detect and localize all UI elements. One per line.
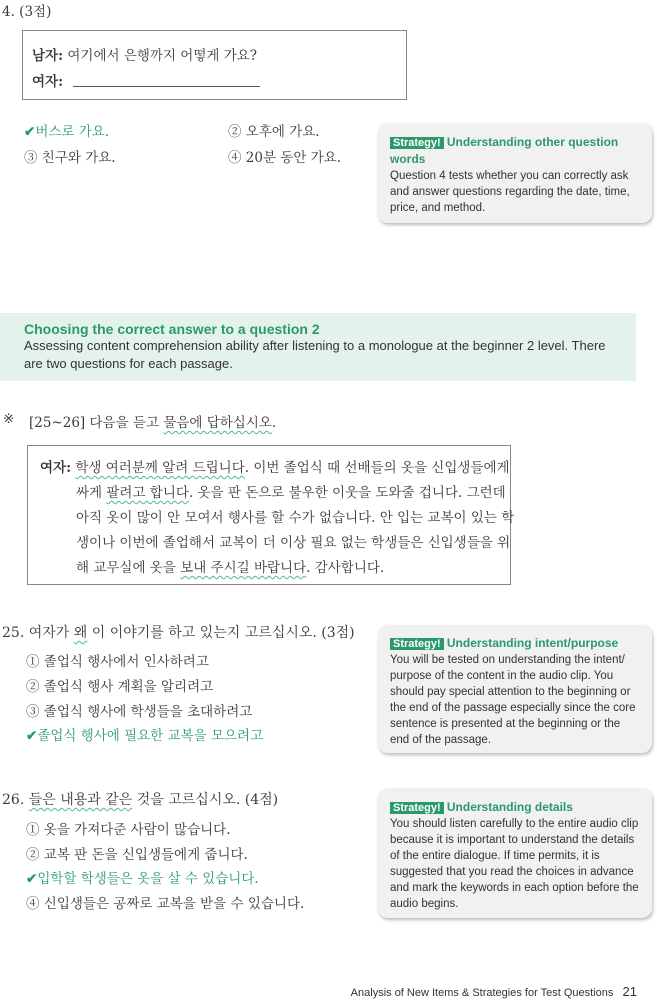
passage-text: 싸게: [76, 485, 107, 501]
passage-text: . 이번 졸업식 때 선배들의 옷을 신입생들에게: [244, 460, 510, 476]
section-banner: [0, 313, 636, 381]
q25-option-3: ③ 졸업식 행사에 학생들을 초대하려고: [26, 704, 253, 720]
passage-emphasis: 팔려고 합니다: [106, 485, 189, 501]
q4-header: 4. (3점): [2, 4, 52, 20]
question-emphasis: 왜: [73, 625, 88, 641]
question-number: 26.: [2, 792, 25, 808]
strategy-tag: Strategy!: [390, 638, 444, 650]
q26-option-4: ④ 신입생들은 공짜로 교복을 받을 수 있습니다.: [26, 896, 305, 912]
q26-option-3: [26, 867, 259, 887]
strategy-title: Understanding details: [446, 800, 573, 814]
passage-box: [27, 445, 515, 585]
q4-option-3: ③ 친구와 가요.: [24, 150, 116, 166]
speaker-woman: 여자:: [32, 74, 64, 90]
instruction-end: .: [271, 415, 277, 431]
instruction-mark: ※: [3, 411, 15, 427]
check-icon: ✔: [26, 871, 38, 887]
speaker-man: 남자:: [32, 48, 64, 64]
instruction: [29, 411, 276, 431]
banner-description: Assessing content comprehension ability after listening to a monologue at the beginner 2 level. There are two questions for each passage.: [24, 338, 606, 371]
q25-question: [2, 622, 355, 642]
q25-option-4: [26, 724, 263, 744]
strategy-box-q25: [378, 625, 652, 753]
q25-option-1: ① 졸업식 행사에서 인사하려고: [26, 654, 209, 670]
page-footer: [351, 984, 637, 999]
instruction-text: [25~26] 다음을 듣고: [29, 415, 164, 431]
banner-title: Choosing the correct answer to a question 2: [24, 321, 320, 337]
q4-dialog-box: [22, 30, 407, 100]
q4-option-4: ④ 20분 동안 가요.: [228, 150, 342, 166]
option-text: 졸업식 행사에 필요한 교복을 모으려고: [37, 728, 264, 744]
instruction-emphasis: 물음에 답하십시오: [163, 415, 272, 431]
answer-blank: [73, 86, 260, 87]
page-number: 21: [622, 984, 637, 999]
strategy-tag: Strategy!: [390, 802, 444, 814]
option-text: 입학할 학생들은 옷을 살 수 있습니다.: [37, 871, 259, 887]
passage-text: . 옷을 판 돈으로 불우한 이웃을 도와줄 겁니다. 그런데: [188, 485, 506, 501]
footer-text: Analysis of New Items & Strategies for Test Questions: [350, 987, 614, 999]
strategy-body: You will be tested on understanding the intent/ purpose of the content in the audio clip. You should pay special attention to the beginning or the end of the passage especially since the core sentence is presented at the beginning or the end of the passage.: [390, 654, 636, 746]
q4-option-2: ② 오후에 가요.: [228, 124, 320, 140]
option-text: 버스로 가요.: [35, 124, 110, 140]
passage-text: . 감사합니다.: [306, 560, 385, 576]
question-emphasis: 들은 내용과 같은: [28, 792, 133, 808]
q25-option-2: ② 졸업식 행사 계획을 알리려고: [26, 679, 214, 695]
strategy-box-q26: [378, 788, 652, 918]
passage-text: 아직 옷이 많이 안 모여서 행사를 할 수가 없습니다. 안 입는 교복이 있는 학: [76, 510, 515, 526]
passage-text: 생이나 이번에 졸업해서 교복이 더 이상 필요 없는 학생들은 신입생들을 위: [76, 535, 511, 551]
strategy-title: Understanding intent/purpose: [446, 636, 619, 650]
strategy-title: Understanding other question words: [390, 135, 619, 166]
strategy-tag: Strategy!: [390, 137, 444, 149]
question-text: 것을 고르십시오. (4점): [132, 792, 279, 808]
q26-option-2: ② 교복 판 돈을 신입생들에게 줍니다.: [26, 847, 248, 863]
question-text: 여자가: [28, 625, 74, 641]
strategy-box-q4: [378, 123, 652, 223]
passage-emphasis: 보내 주시길 바랍니다: [180, 560, 307, 576]
question-text: 이 이야기를 하고 있는지 고르십시오. (3점): [87, 625, 355, 641]
q26-option-1: ① 옷을 가져다준 사람이 많습니다.: [26, 822, 231, 838]
check-icon: ✔: [24, 124, 36, 140]
q4-option-1: [24, 120, 109, 140]
strategy-body: Question 4 tests whether you can correctly ask and answer questions regarding the date, time, price, and method.: [390, 170, 630, 214]
check-icon: ✔: [26, 728, 38, 744]
question-number: 25.: [2, 625, 25, 641]
q26-question: [2, 789, 278, 809]
dialog-line: 여기에서 은행까지 어떻게 가요?: [67, 48, 258, 64]
passage-text: 해 교무실에 옷을: [76, 560, 181, 576]
speaker-woman: 여자:: [40, 460, 72, 476]
passage-emphasis: 학생 여러분께 알려 드립니다: [75, 460, 245, 476]
strategy-body: You should listen carefully to the entire audio clip because it is important to understand the details of the entire dialogue. If time permits, it is suggested that you read the choices in advance and mark the keywords in each option before the audio begins.: [390, 818, 639, 910]
